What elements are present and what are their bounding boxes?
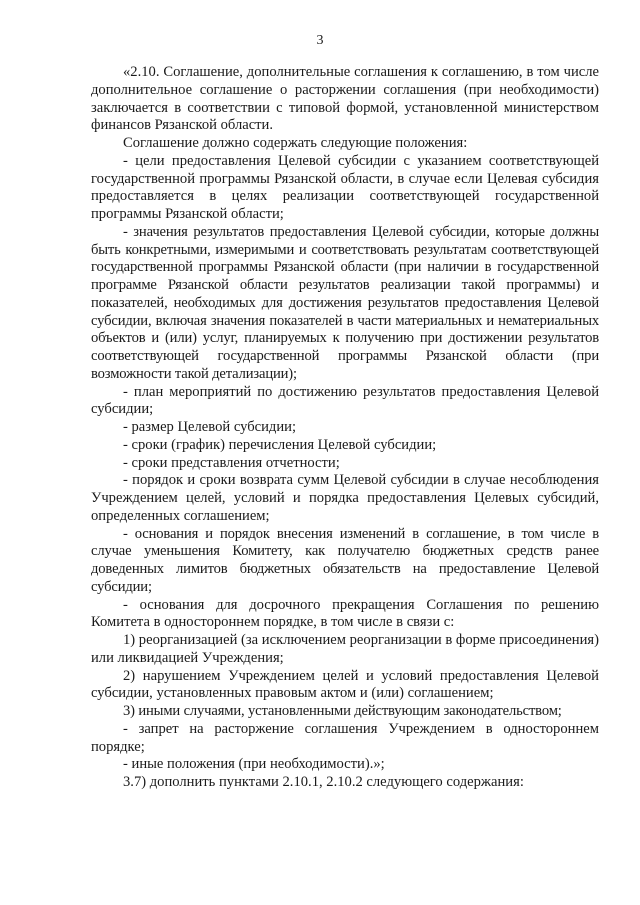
list-item-amount: - размер Целевой субсидии; [123, 419, 297, 435]
list-item-goals: - цели предоставления Целевой субсидии с указанием соответствующей государственной программы Рязанской области, в случае если Целевая субсидия предоставляется в целях реализации соответствующей государственной программы Рязанской области; [91, 152, 599, 222]
list-item-transfer-schedule: - сроки (график) перечисления Целевой субсидии; [123, 436, 437, 453]
page-number: 3 [316, 33, 324, 48]
list-item-reporting-terms: - сроки представления отчетности; [123, 454, 340, 471]
subitem-reorganization: 1) реорганизацией (за исключением реорганизации в форме присоединения) или ликвидацией Учреждения; [91, 632, 599, 666]
list-item-refund-procedure: - порядок и сроки возврата сумм Целевой субсидии в случае несоблюдения Учреждением целей, условий и порядка предоставления Целевых субсидий, определенных соглашением; [91, 472, 599, 524]
subitem-other-cases: 3) иными случаями, установленными действующим законодательством; [123, 703, 562, 719]
list-item-other-provisions: - иные положения (при необходимости).»; [123, 756, 385, 773]
list-item-termination-grounds: - основания для досрочного прекращения Соглашения по решению Комитета в одностороннем порядке, в том числе в связи с: [91, 596, 599, 631]
list-item-termination-ban: - запрет на расторжение соглашения Учреждением в одностороннем порядке; [91, 720, 599, 755]
paragraph-2-10: «2.10. Соглашение, дополнительные соглашения к соглашению, в том числе дополнительное соглашение о расторжении соглашения (при необходимости) заключается в соответствии с типовой формой, установленной министерством финансов Рязанской области. [91, 64, 599, 134]
list-item-results: - значения результатов предоставления Целевой субсидии, которые должны быть конкретными, измеримыми и соответствовать результатам соответствующей государственной программы Рязанской области (при наличии в государственной программе Рязанской области результатов реализации такой программы) и показателей, необходимых для достижения результатов предоставления Целевой субсидии, включая значения показателей в части материальных и нематериальных объектов и (или) услуг, планируемых к получению при достижении результатов соответствующей государственной программы Рязанской области (при возможности такой детализации); [91, 223, 599, 382]
list-item-amendment-grounds: - основания и порядок внесения изменений в соглашение, в том числе в случае уменьшения Комитету, как получателю бюджетных средств ранее доведенных лимитов бюджетных обязательств на предоставление Целевой субсидии; [91, 525, 599, 595]
subitem-violation: 2) нарушением Учреждением целей и условий предоставления Целевой субсидии, установленных правовым актом и (или) соглашением; [91, 667, 599, 702]
paragraph-3-7: 3.7) дополнить пунктами 2.10.1, 2.10.2 следующего содержания: [123, 774, 524, 790]
list-item-action-plan: - план мероприятий по достижению результатов предоставления Целевой субсидии; [91, 383, 599, 418]
document-body [91, 64, 599, 792]
paragraph-provisions-intro: Соглашение должно содержать следующие положения: [123, 135, 468, 151]
